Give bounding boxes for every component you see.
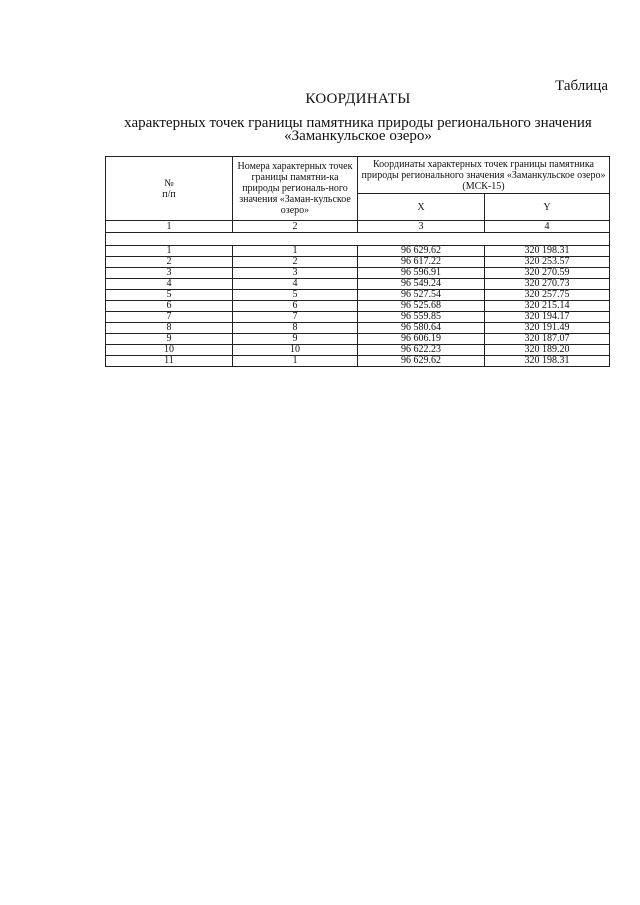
y-coordinate-cell: 320 189.20	[485, 345, 610, 356]
y-coordinate-cell: 320 270.73	[485, 279, 610, 290]
header-row-number	[106, 157, 233, 221]
x-coordinate-cell: 96 629.62	[358, 356, 485, 367]
row-number-cell: 4	[106, 279, 233, 290]
x-coordinate-cell: 96 606.19	[358, 334, 485, 345]
table-label: Таблица	[555, 78, 608, 94]
table-body	[106, 221, 610, 367]
document-subtitle	[100, 117, 616, 143]
row-number-cell: 3	[106, 268, 233, 279]
y-coordinate-cell: 320 194.17	[485, 312, 610, 323]
point-number-cell: 2	[233, 257, 358, 268]
point-number-cell: 9	[233, 334, 358, 345]
point-number-cell: 7	[233, 312, 358, 323]
x-coordinate-cell: 96 629.62	[358, 246, 485, 257]
row-number-cell: 7	[106, 312, 233, 323]
y-coordinate-cell: 320 198.31	[485, 356, 610, 367]
row-number-cell: 11	[106, 356, 233, 367]
x-coordinate-cell: 96 525.68	[358, 301, 485, 312]
header-number-abbr: п/п	[162, 188, 176, 200]
spacer-cell	[106, 233, 610, 246]
point-number-cell: 5	[233, 290, 358, 301]
x-coordinate-cell: 96 559.85	[358, 312, 485, 323]
x-coordinate-cell: 96 549.24	[358, 279, 485, 290]
y-coordinate-cell: 320 187.07	[485, 334, 610, 345]
table-row	[106, 345, 610, 356]
header-number-sign: №	[164, 177, 174, 189]
point-number-cell: 8	[233, 323, 358, 334]
x-coordinate-cell: 96 596.91	[358, 268, 485, 279]
row-number-cell: 2	[106, 257, 233, 268]
y-coordinate-cell: 320 191.49	[485, 323, 610, 334]
table-row	[106, 301, 610, 312]
x-coordinate-cell: 96 527.54	[358, 290, 485, 301]
x-coordinate-cell: 96 617.22	[358, 257, 485, 268]
column-number: 1	[106, 221, 233, 233]
column-number-row	[106, 221, 610, 233]
table-row	[106, 279, 610, 290]
point-number-cell: 1	[233, 246, 358, 257]
point-number-cell: 4	[233, 279, 358, 290]
row-number-cell: 10	[106, 345, 233, 356]
table-row	[106, 268, 610, 279]
header-y: Y	[485, 194, 610, 221]
table-row	[106, 290, 610, 301]
column-number: 4	[485, 221, 610, 233]
header-point-numbers: Номера характерных точек границы памятни-ка природы региональ-ного значения «Заман-кульское озеро»	[233, 157, 358, 221]
column-number: 2	[233, 221, 358, 233]
row-number-cell: 5	[106, 290, 233, 301]
point-number-cell: 1	[233, 356, 358, 367]
header-x: X	[358, 194, 485, 221]
point-number-cell: 6	[233, 301, 358, 312]
row-number-cell: 6	[106, 301, 233, 312]
column-number: 3	[358, 221, 485, 233]
spacer-row	[106, 233, 610, 246]
y-coordinate-cell: 320 215.14	[485, 301, 610, 312]
header-coordinates: Координаты характерных точек границы памятника природы регионального значения «Заманкульское озеро» (МСК-15)	[358, 157, 610, 194]
row-number-cell: 9	[106, 334, 233, 345]
y-coordinate-cell: 320 270.59	[485, 268, 610, 279]
table-row	[106, 356, 610, 367]
point-number-cell: 10	[233, 345, 358, 356]
coordinates-table	[105, 156, 610, 367]
table-row	[106, 246, 610, 257]
point-number-cell: 3	[233, 268, 358, 279]
subtitle-line-2: «Заманкульское озеро»	[284, 128, 432, 144]
y-coordinate-cell: 320 257.75	[485, 290, 610, 301]
table-row	[106, 334, 610, 345]
table-row	[106, 257, 610, 268]
x-coordinate-cell: 96 580.64	[358, 323, 485, 334]
row-number-cell: 8	[106, 323, 233, 334]
document-title: КООРДИНАТЫ	[305, 91, 411, 107]
table-row	[106, 323, 610, 334]
subtitle-line-1: характерных точек границы памятника природы регионального значения	[124, 115, 592, 131]
row-number-cell: 1	[106, 246, 233, 257]
y-coordinate-cell: 320 253.57	[485, 257, 610, 268]
header-row	[106, 157, 610, 194]
y-coordinate-cell: 320 198.31	[485, 246, 610, 257]
x-coordinate-cell: 96 622.23	[358, 345, 485, 356]
table-row	[106, 312, 610, 323]
